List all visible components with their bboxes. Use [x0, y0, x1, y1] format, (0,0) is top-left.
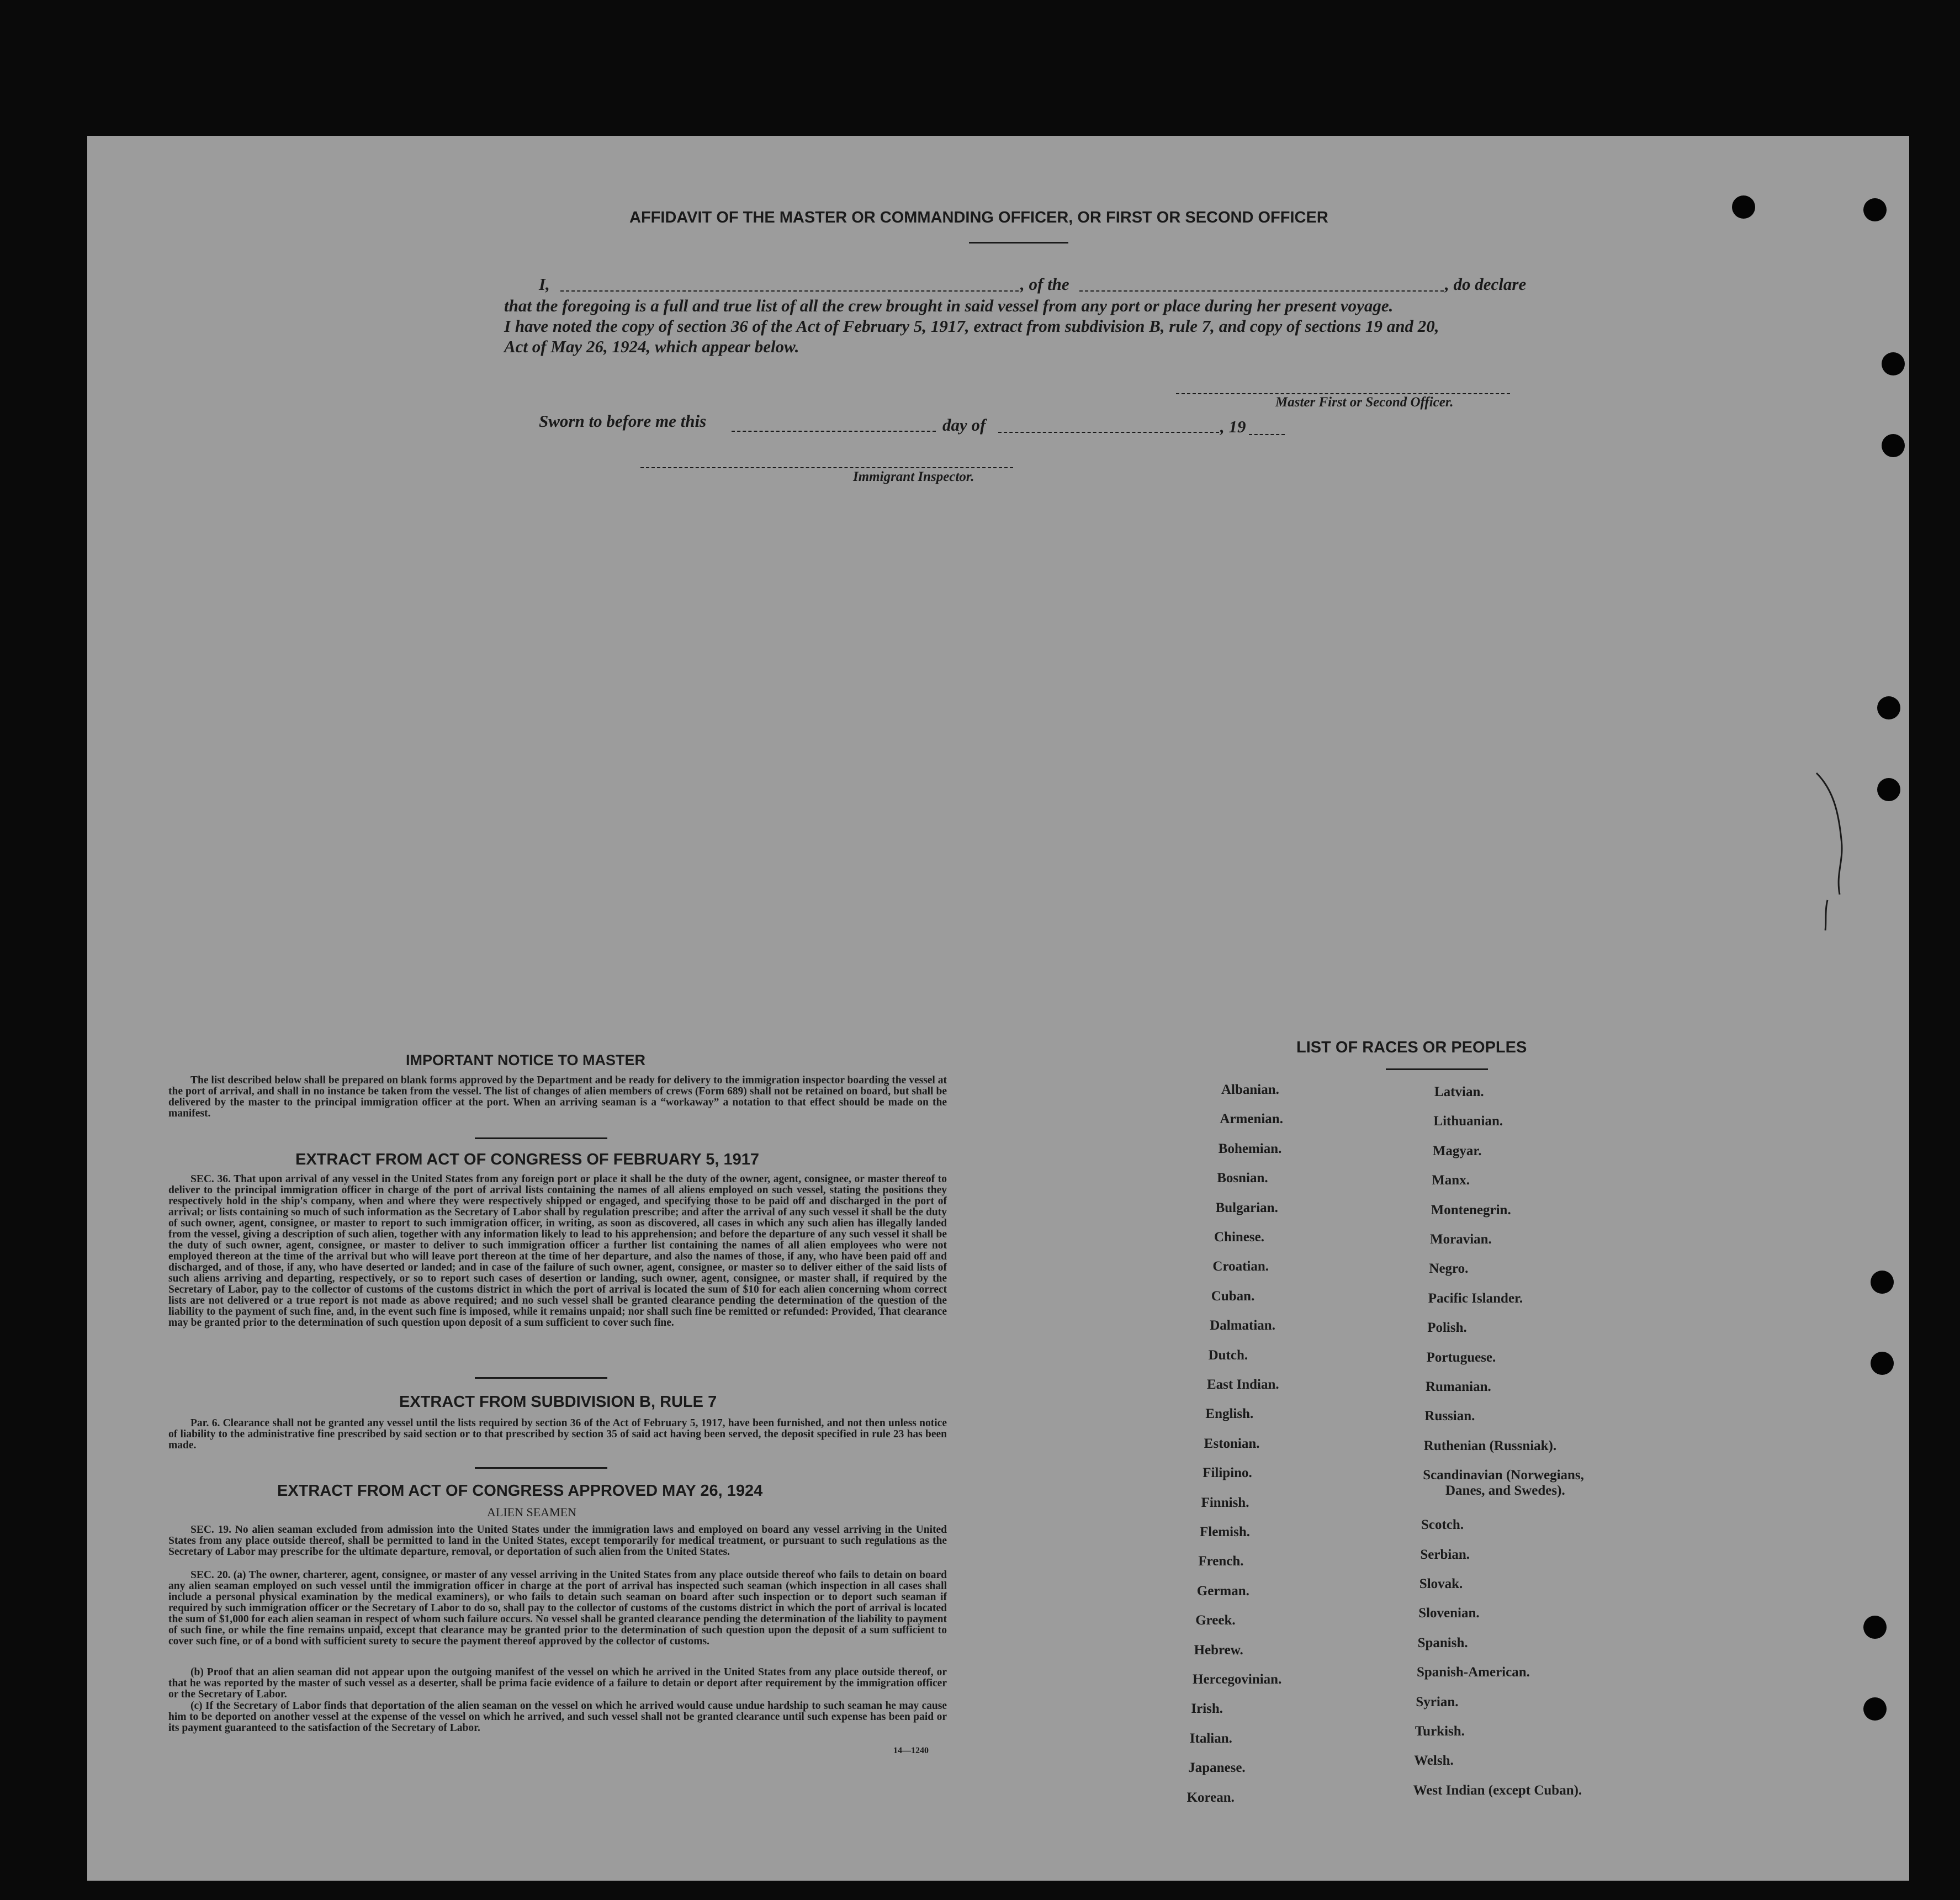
- race-item: Croatian.: [1212, 1259, 1269, 1274]
- extract-1917-body: SEC. 36. That upon arrival of any vessel in the United States from any foreign port or place it shall be the duty of the owner, agent, consignee, or master thereof to deliver to the principal immigration officer in charge of the port of arrival lists containing the names of all aliens employed on such vessel, stating the positions they respectively hold in the ship's company, when and where they were respectively shipped or engaged, and specifying those to be paid off and discharged in the port of arrival; or lists containing so much of such information as the Secretary of Labor shall by regulation prescribe; and after the arrival of any such vessel it shall be the duty of such owner, agent, consignee, or master to report to such immigration officer, in writing, as soon as discovered, all cases in which any such alien has illegally landed from the vessel, giving a description of such alien, together with any information likely to lead to his apprehension; and before the departure of any such vessel it shall be the duty of such owner, agent, consignee, or master to deliver to such immigration officer a further list containing the names of all alien employees who were not employed thereon at the time of the arrival but who will leave port thereon at the time of her departure, and also the names of those, if any, who have been paid off and discharged, and of those, if any, who have deserted or landed; and in case of the failure of such owner, agent, consignee, or master so to deliver either of the said lists of such aliens arriving and departing, respectively, or so to report such cases of desertion or landing, such owner, agent, consignee, or master shall, if required by the Secretary of Labor, pay to the collector of customs of the customs district in which the port of arrival is located the sum of $10 for each alien concerning whom correct lists are not delivered or a true report is not made as above required; and no such vessel shall be granted clearance pending the determination of the question of the liability to the payment of such fine, and, in the event such fine is imposed, while it remains unpaid; nor shall such fine be remitted or refunded: Provided, That clearance may be granted prior to the determination of such question upon deposit of a sum sufficient to cover such fine.: [168, 1173, 947, 1329]
- race-item: German.: [1196, 1583, 1249, 1599]
- rule7-body: Par. 6. Clearance shall not be granted any vessel until the lists required by section 36 of the Act of February 5, 1917, have been furnished, and not then unless notice of liability to the administrative fine prescribed by said section or to that prescribed by section 35 of said act having been served, the deposit specified in rule 23 has been made.: [168, 1417, 947, 1451]
- affidavit-line-1-prefix: I,: [539, 274, 550, 294]
- punch-hole: [1877, 778, 1900, 801]
- race-item: Ruthenian (Russniak).: [1423, 1438, 1557, 1453]
- race-item: Danes, and Swedes).: [1445, 1483, 1565, 1499]
- race-item: Chinese.: [1214, 1230, 1264, 1245]
- race-item: Scotch.: [1421, 1517, 1464, 1533]
- race-item: English.: [1205, 1406, 1254, 1422]
- sec20c-body: (c) If the Secretary of Labor finds that deportation of the alien seaman on the vessel on which he arrived would cause undue hardship to such seaman he may cause him to be deported on another vessel at the expense of the vessel on which he arrived, and such vessel shall not be granted clearance until such expense has been paid or its payment guaranteed to the satisfaction of the Secretary of Labor.: [168, 1700, 947, 1734]
- extract-1924-title: EXTRACT FROM ACT OF CONGRESS APPROVED MAY 26, 1924: [277, 1482, 763, 1500]
- race-item: East Indian.: [1207, 1377, 1279, 1392]
- rule7-title: EXTRACT FROM SUBDIVISION B, RULE 7: [399, 1393, 717, 1411]
- race-item: Magyar.: [1432, 1143, 1482, 1158]
- divider: [475, 1377, 607, 1379]
- sworn-day-blank[interactable]: [732, 431, 936, 432]
- race-item: Russian.: [1424, 1409, 1475, 1424]
- race-item: Polish.: [1427, 1320, 1467, 1336]
- sworn-year-blank[interactable]: [1249, 434, 1285, 435]
- title-rule: [969, 242, 1068, 244]
- sworn-prefix: Sworn to before me this: [539, 411, 707, 431]
- race-item: Hercegovinian.: [1193, 1672, 1282, 1687]
- race-item: Armenian.: [1220, 1112, 1283, 1127]
- race-item: Japanese.: [1188, 1760, 1246, 1776]
- sec20a-body: SEC. 20. (a) The owner, charterer, agent, consignee, or master of any vessel arriving in the United States from any place outside thereof who fails to detain on board any alien seaman employed on such vessel until the immigration officer in charge at the port of arrival has inspected such seaman (which inspection in all cases shall include a personal physical examination by the medical examiners), or who fails to detain such seaman on board after such inspection or to deport such seaman if required by such immigration officer or the Secretary of Labor to do so, shall pay to the collector of customs of the customs district in which the port of arrival is located the sum of $1,000 for each alien seaman in respect of whom such failure occurs. No vessel shall be granted clearance pending the determination of the liability to payment of such fine, or while the fine remains unpaid, except that clearance may be granted prior to the determination of such question upon the deposit of a sum sufficient to cover such fine, or of a bond with sufficient surety to secure the payment thereof approved by the collector of customs.: [168, 1569, 947, 1647]
- race-item: Slovak.: [1419, 1576, 1463, 1591]
- race-item: Spanish-American.: [1417, 1665, 1530, 1680]
- affidavit-line-3: I have noted the copy of section 36 of the Act of February 5, 1917, extract from subdivision B, rule 7, and copy of sections 19 and 20,: [504, 316, 1439, 336]
- punch-hole: [1882, 434, 1905, 457]
- race-item: Slovenian.: [1418, 1606, 1480, 1621]
- affidavit-line-2: that the foregoing is a full and true list of all the crew brought in said vessel from any port or place during her present voyage.: [504, 296, 1394, 315]
- punch-hole: [1877, 696, 1900, 719]
- races-title: LIST OF RACES OR PEOPLES: [1296, 1039, 1527, 1056]
- punch-hole: [1863, 198, 1887, 221]
- punch-hole: [1871, 1271, 1894, 1294]
- race-item: Moravian.: [1430, 1232, 1492, 1247]
- inspector-caption: Immigrant Inspector.: [853, 469, 974, 484]
- inspector-signature-line[interactable]: [640, 467, 1013, 468]
- race-item: Cuban.: [1211, 1288, 1255, 1304]
- pencil-mark: [1811, 768, 1855, 933]
- race-item: Montenegrin.: [1431, 1202, 1511, 1218]
- master-caption: Master First or Second Officer.: [1275, 395, 1454, 410]
- sec20b-body: (b) Proof that an alien seaman did not appear upon the outgoing manifest of the vessel on which he arrived in the United States from any place outside thereof, or that he was reported by the master of such vessel as a deserter, shall be prima facie evidence of a failure to detain or deport after requirement by the immigration officer or the Secretary of Labor.: [168, 1666, 947, 1700]
- race-item: Bosnian.: [1217, 1171, 1268, 1186]
- races-title-rule: [1386, 1068, 1488, 1070]
- form-number: 14—1240: [893, 1746, 929, 1755]
- punch-hole: [1863, 1697, 1887, 1721]
- sworn-mid: day of: [942, 415, 986, 435]
- race-item: Lithuanian.: [1433, 1114, 1503, 1129]
- race-item: Irish.: [1191, 1701, 1223, 1717]
- affidavit-line-1-mid: , of the: [1020, 274, 1069, 294]
- race-item: Filipino.: [1203, 1465, 1252, 1481]
- race-item: French.: [1198, 1554, 1244, 1569]
- race-item: West Indian (except Cuban).: [1413, 1782, 1582, 1798]
- race-item: Serbian.: [1420, 1547, 1470, 1562]
- notice-title: IMPORTANT NOTICE TO MASTER: [406, 1052, 645, 1068]
- race-item: Negro.: [1429, 1261, 1469, 1277]
- race-item: Portuguese.: [1426, 1349, 1496, 1365]
- master-signature-line[interactable]: [1176, 393, 1510, 394]
- sec19-body: SEC. 19. No alien seaman excluded from admission into the United States under the immigration laws and employed on board any vessel arriving in the United States from any place outside thereof, shall be permitted to land in the United States, except temporarily for medical treatment, or pursuant to such regulations as the Secretary of Labor may prescribe for the ultimate departure, removal, or deportation of such alien from the United States.: [168, 1524, 947, 1558]
- punch-hole: [1882, 352, 1905, 375]
- race-item: Rumanian.: [1426, 1379, 1491, 1394]
- race-item: Dalmatian.: [1210, 1318, 1275, 1333]
- divider: [475, 1467, 607, 1469]
- race-item: Spanish.: [1417, 1635, 1468, 1650]
- race-item: Albanian.: [1221, 1082, 1279, 1097]
- extract-1917-title: EXTRACT FROM ACT OF CONGRESS OF FEBRUARY 5, 1917: [295, 1151, 760, 1168]
- race-item: Scandinavian (Norwegians,: [1423, 1468, 1584, 1483]
- sworn-month-blank[interactable]: [998, 432, 1219, 433]
- punch-hole: [1871, 1352, 1894, 1375]
- race-item: Manx.: [1432, 1173, 1470, 1188]
- affidavit-line-1-end: , do declare: [1445, 274, 1527, 294]
- race-item: Finnish.: [1201, 1495, 1249, 1510]
- vessel-blank[interactable]: [1079, 290, 1444, 292]
- race-item: Turkish.: [1415, 1724, 1465, 1739]
- race-item: Korean.: [1186, 1790, 1235, 1805]
- race-item: Estonian.: [1204, 1436, 1260, 1451]
- race-item: Bulgarian.: [1215, 1200, 1278, 1215]
- race-item: Dutch.: [1208, 1347, 1248, 1363]
- race-item: Syrian.: [1416, 1694, 1459, 1710]
- punch-hole: [1732, 195, 1755, 219]
- race-item: Hebrew.: [1194, 1642, 1243, 1658]
- affidavit-line-4: Act of May 26, 1924, which appear below.: [504, 337, 799, 356]
- race-item: Italian.: [1189, 1730, 1232, 1746]
- race-item: Latvian.: [1434, 1084, 1484, 1099]
- race-item: Flemish.: [1200, 1525, 1250, 1539]
- punch-hole: [1863, 1616, 1887, 1639]
- alien-seamen-subtitle: ALIEN SEAMEN: [487, 1505, 576, 1519]
- divider: [475, 1137, 607, 1139]
- race-item: Pacific Islander.: [1428, 1290, 1523, 1306]
- race-item: Greek.: [1195, 1613, 1236, 1628]
- race-item: Bohemian.: [1218, 1141, 1282, 1156]
- affidavit-title: AFFIDAVIT OF THE MASTER OR COMMANDING OFFICER, OR FIRST OR SECOND OFFICER: [629, 209, 1328, 226]
- race-item: Welsh.: [1414, 1753, 1454, 1769]
- notice-body: The list described below shall be prepared on blank forms approved by the Department and be ready for delivery to the immigration inspector boarding the vessel at the port of arrival, and shall in no instance be taken from the vessel. The list of changes of alien members of crews (Form 689) shall not be retained on board, but shall be delivered by the master to the principal immigration officer at the port. When an arriving seaman is a “workaway” a notation to that effect should be made on the manifest.: [168, 1075, 947, 1119]
- sworn-year: , 19: [1220, 417, 1246, 436]
- name-blank[interactable]: [560, 290, 1019, 292]
